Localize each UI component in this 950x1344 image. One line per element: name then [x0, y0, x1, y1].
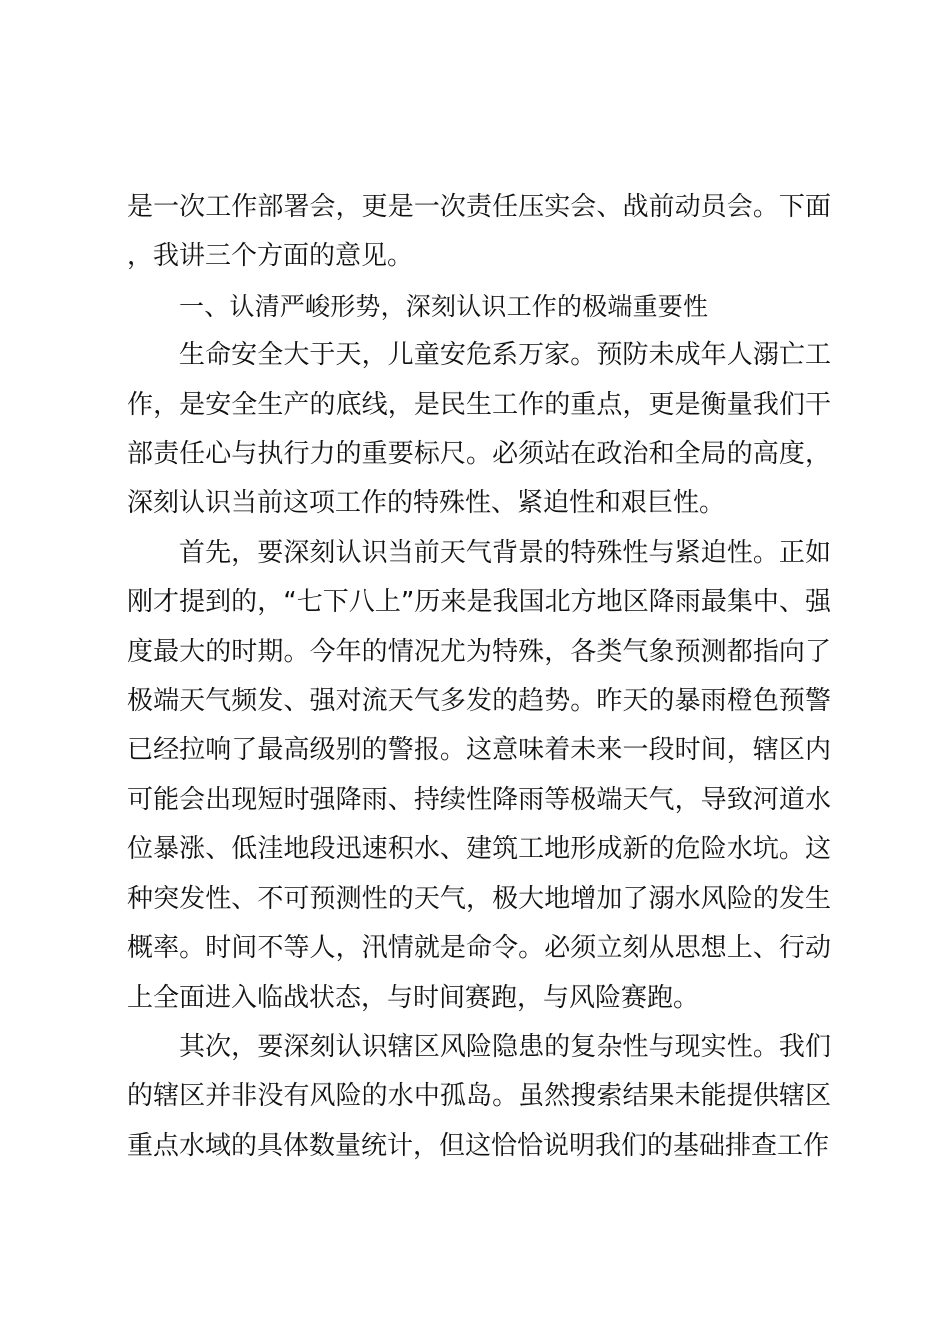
paragraph-weather-urgency: 首先，要深刻认识当前天气背景的特殊性与紧迫性。正如刚才提到的，“七下八上”历来是我国北方地区降雨最集中、强度最大的时期。今年的情况尤为特殊，各类气象预测都指向了极端天气频发、强对流天气多发的趋势。昨天的暴雨橙色预警已经拉响了最高级别的警报。这意味着未来一段时间，辖区内可能会出现短时强降雨、持续性降雨等极端天气，导致河道水位暴涨、低洼地段迅速积水、建筑工地形成新的危险水坑。这种突发性、不可预测性的天气，极大地增加了溺水风险的发生概率。时间不等人，汛情就是命令。必须立刻从思想上、行动上全面进入临战状态，与时间赛跑，与风险赛跑。 — [127, 537, 831, 1013]
paragraph-importance: 生命安全大于天，儿童安危系万家。预防未成年人溺亡工作，是安全生产的底线，是民生工作的重点，更是衡量我们干部责任心与执行力的重要标尺。必须站在政治和全局的高度，深刻认识当前这项工作的特殊性、紧迫性和艰巨性。 — [127, 340, 831, 519]
paragraph-intro-continuation: 是一次工作部署会，更是一次责任压实会、战前动员会。下面，我讲三个方面的意见。 — [127, 192, 831, 272]
paragraph-district-risk: 其次，要深刻认识辖区风险隐患的复杂性与现实性。我们的辖区并非没有风险的水中孤岛。虽然搜索结果未能提供辖区重点水域的具体数量统计，但这恰恰说明我们的基础排查工作 — [127, 1031, 831, 1161]
section-heading-1: 一、认清严峻形势，深刻认识工作的极端重要性 — [179, 291, 709, 321]
document-body — [127, 183, 831, 1171]
